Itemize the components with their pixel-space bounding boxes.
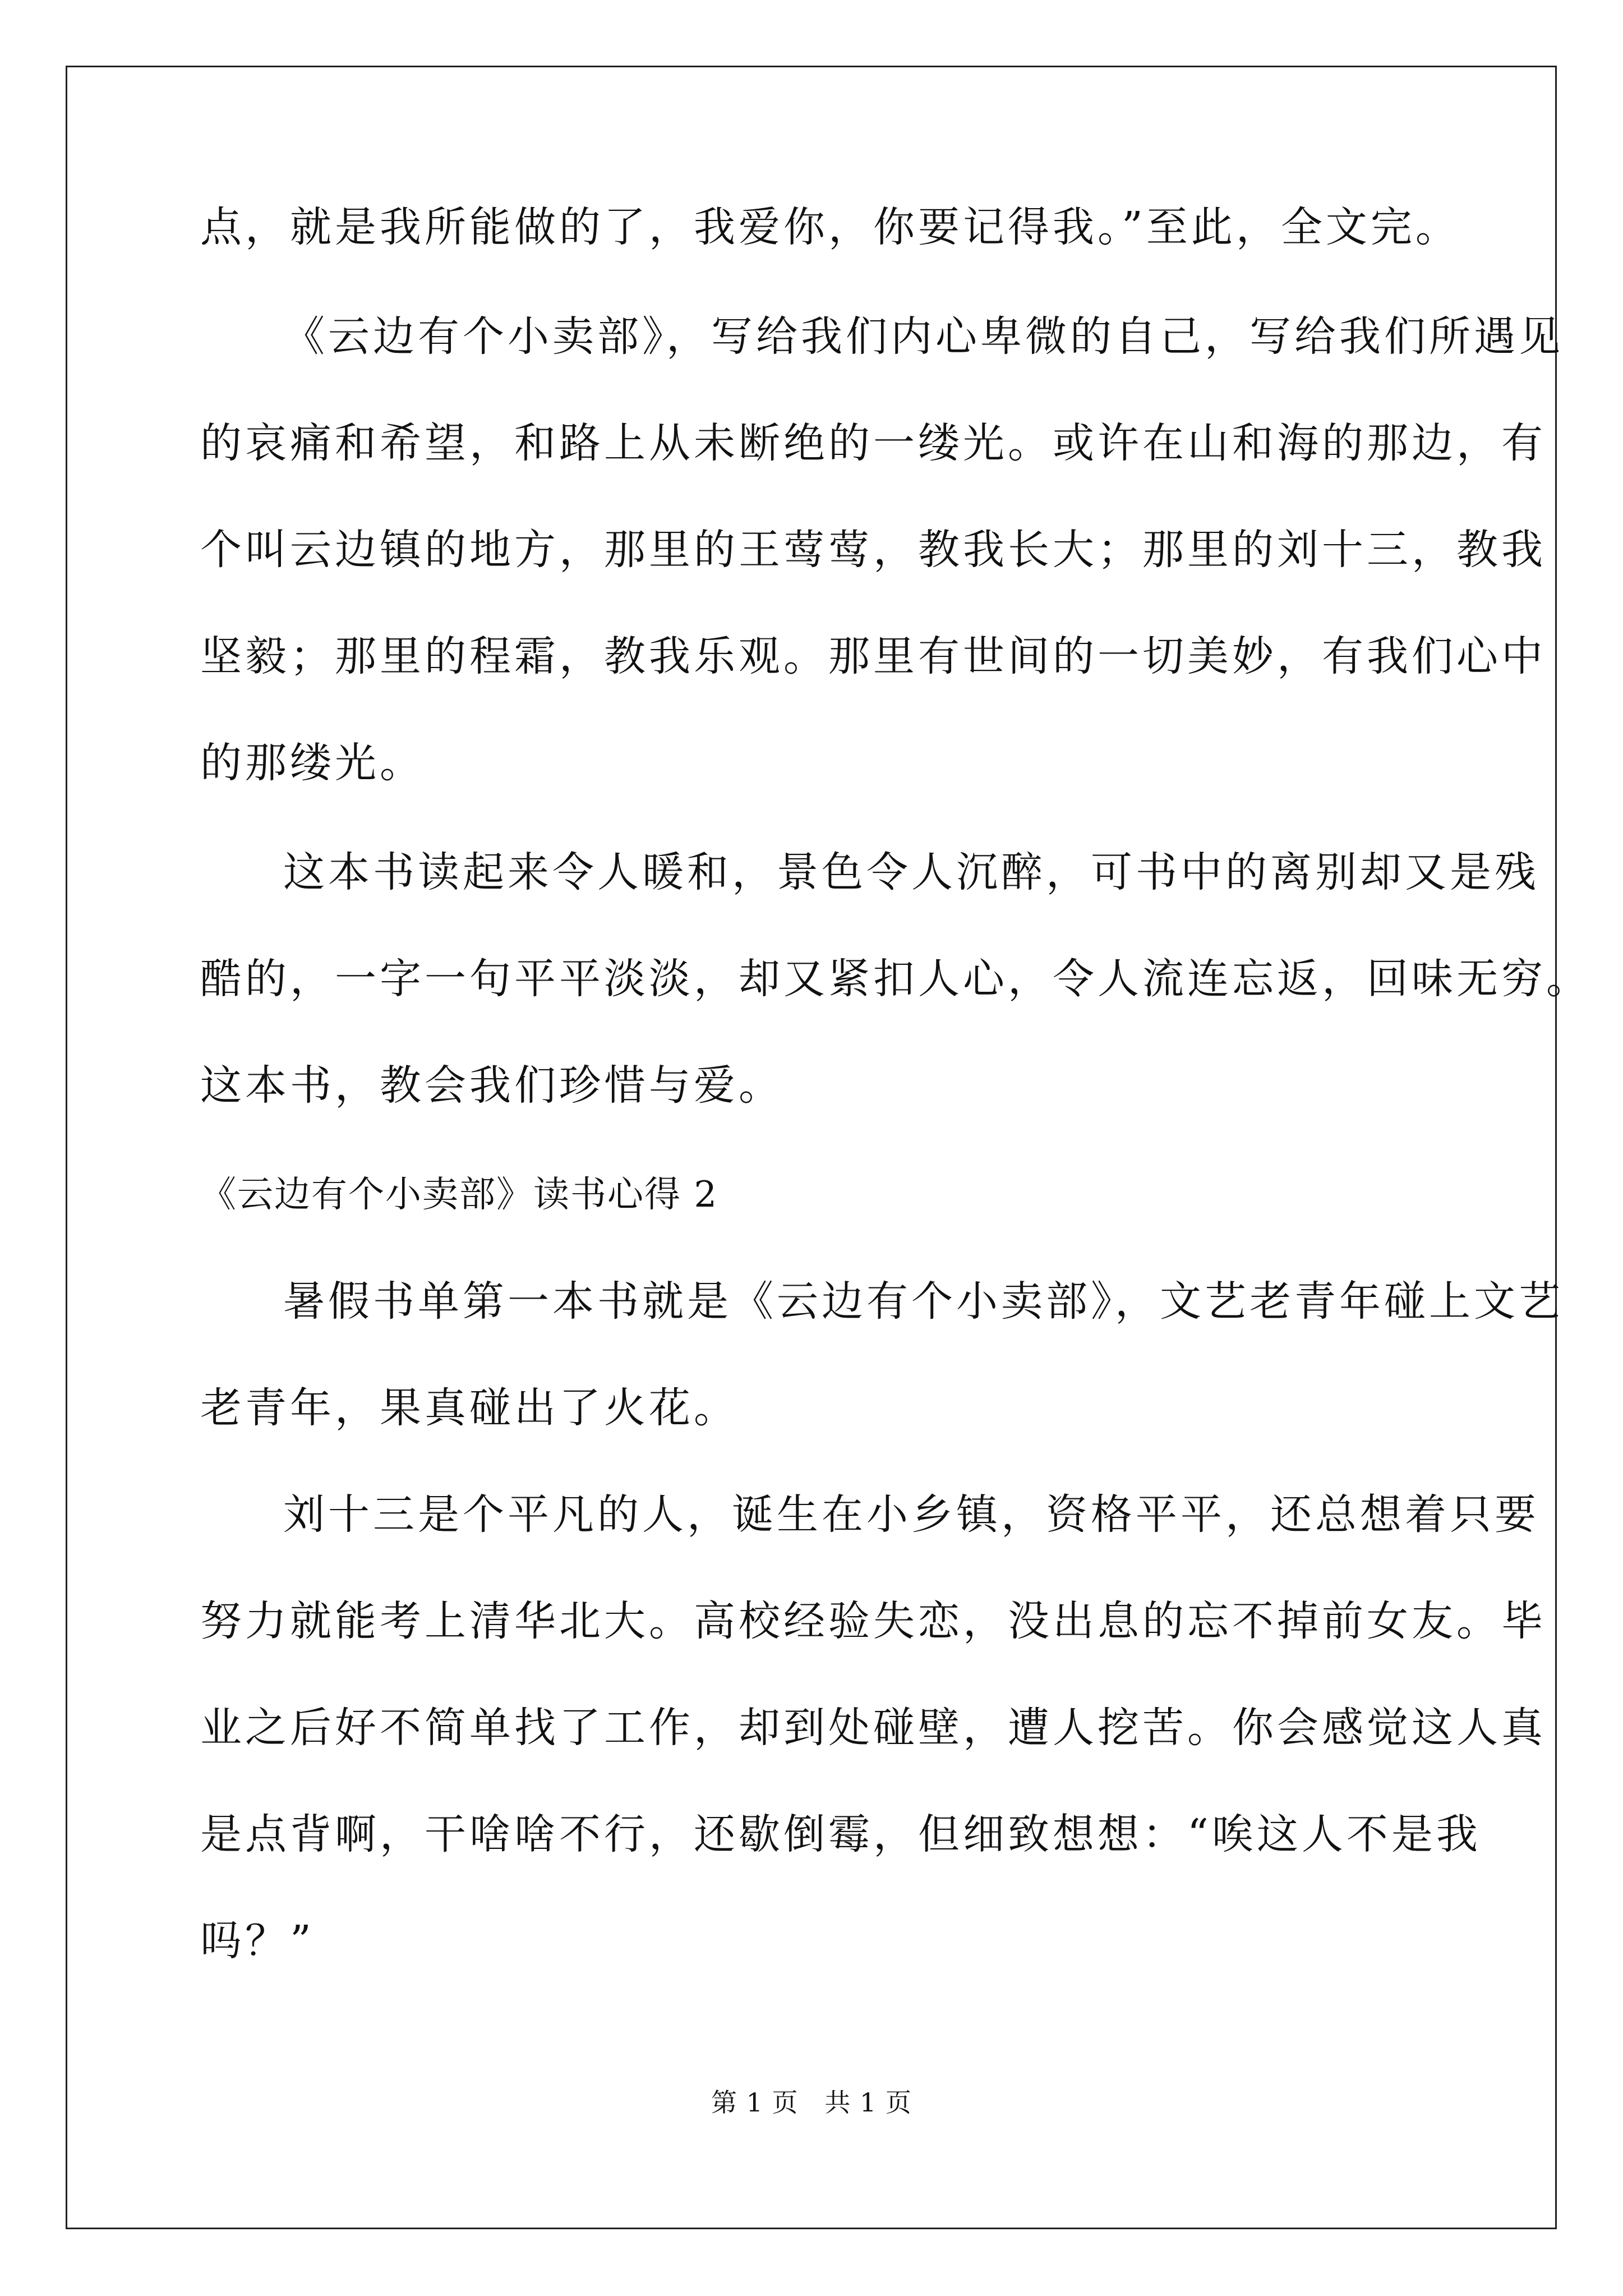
text-line: 的那缕光。 (200, 739, 425, 787)
paragraph-start-line: 暑假书单第一本书就是《云边有个小卖部》，文艺老青年碰上文艺 (283, 1277, 1564, 1326)
text-line: 努力就能考上清华北大。高校经验失恋，没出息的忘不掉前女友。毕 (200, 1597, 1546, 1645)
text-line: 坚毅；那里的程霜，教我乐观。那里有世间的一切美妙，有我们心中 (200, 632, 1546, 680)
text-line: 点，就是我所能做的了，我爱你，你要记得我。”至此，全文完。 (200, 203, 1460, 251)
paragraph-start-line: 《云边有个小卖部》，写给我们内心卑微的自己，写给我们所遇见 (283, 312, 1564, 361)
paragraph-start-line: 刘十三是个平凡的人，诞生在小乡镇，资格平平，还总想着只要 (283, 1490, 1539, 1539)
text-line: 的哀痛和希望，和路上从未断绝的一缕光。或许在山和海的那边，有 (200, 419, 1546, 467)
paragraph-start-line: 这本书读起来令人暖和，景色令人沉醉，可书中的离别却又是残 (283, 848, 1539, 896)
text-line: 这本书，教会我们珍惜与爱。 (200, 1061, 783, 1110)
text-line: 是点背啊，干啥啥不行，还歇倒霉，但细致想想：“唉这人不是我 (200, 1810, 1481, 1858)
text-line: 酷的，一字一句平平淡淡，却又紧扣人心，令人流连忘返，回味无穷。 (200, 955, 1591, 1003)
text-line: 个叫云边镇的地方，那里的王莺莺，教我长大；那里的刘十三，教我 (200, 526, 1546, 574)
page-border (66, 66, 1557, 2229)
section-heading: 《云边有个小卖部》读书心得 2 (200, 1174, 718, 1216)
page-footer: 第 1 页 共 1 页 (711, 2087, 912, 2118)
text-line: 老青年，果真碰出了火花。 (200, 1384, 739, 1432)
text-line: 业之后好不简单找了工作，却到处碰壁，遭人挖苦。你会感觉这人真 (200, 1704, 1546, 1752)
text-line: 吗？” (200, 1917, 315, 1965)
